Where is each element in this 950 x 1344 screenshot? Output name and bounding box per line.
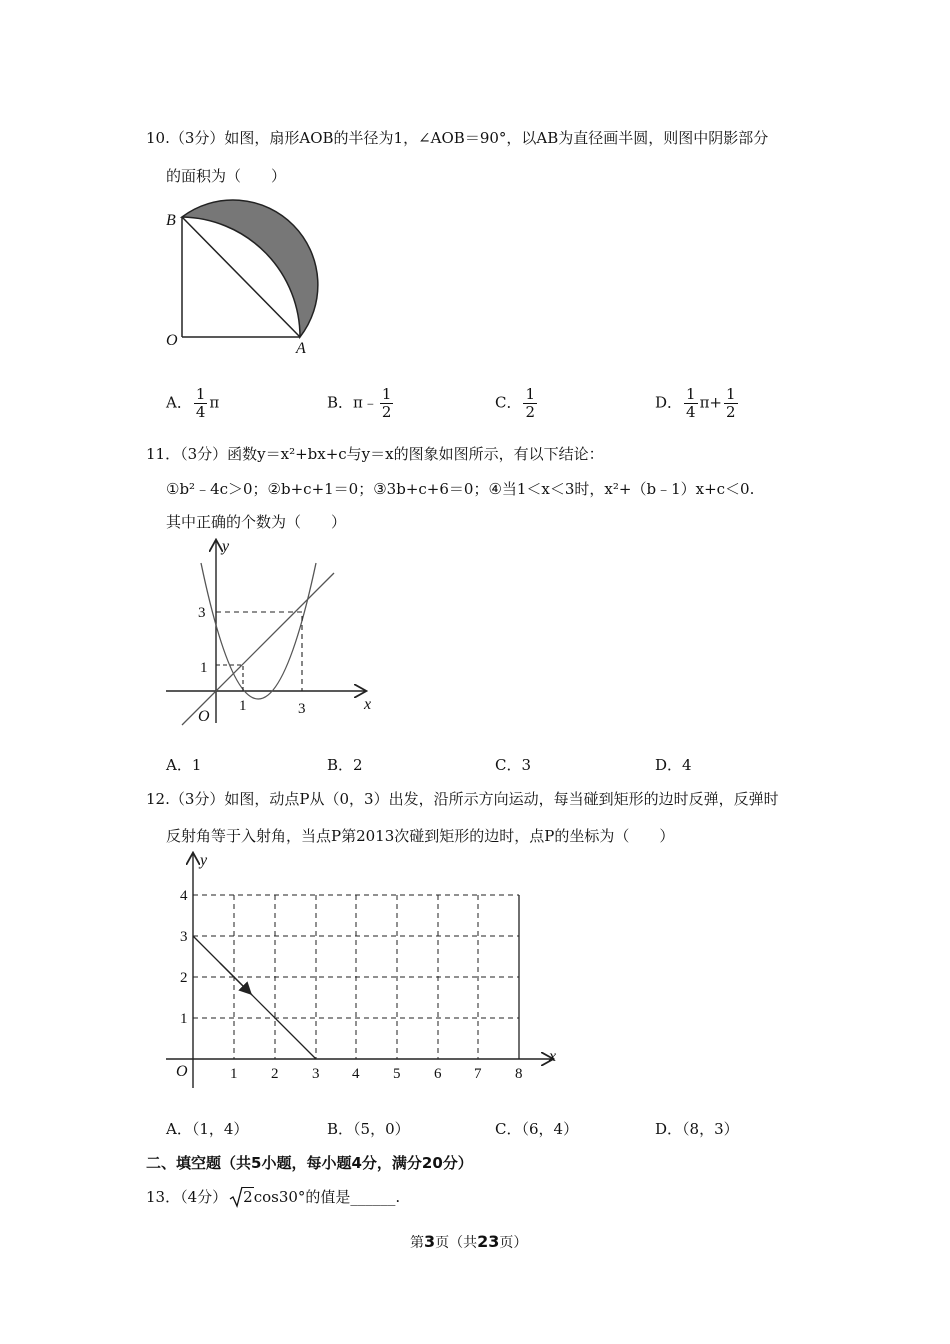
q12-tick-x6: 6 xyxy=(434,1066,442,1082)
sqrt-symbol xyxy=(229,1188,254,1206)
q12-tick-x1: 1 xyxy=(230,1066,238,1082)
q10-line2: 的面积为（ ） xyxy=(166,167,287,185)
footer-post: 页） xyxy=(499,1235,528,1251)
q12-tick-x4: 4 xyxy=(352,1066,360,1082)
q12-option-a[interactable]: A．（1，4） xyxy=(166,1120,249,1138)
q11-line-y-eq-x xyxy=(182,573,334,725)
q10-figure xyxy=(160,195,340,355)
q13-suffix: cos30°的值是______. xyxy=(253,1188,401,1206)
q12-figure xyxy=(160,850,570,1090)
q13-radicand: 2 xyxy=(243,1188,253,1206)
fraction: $\frac{1}{2}$ xyxy=(381,385,392,421)
q12-option-c[interactable]: C．（6，4） xyxy=(495,1120,579,1138)
q11-line3: 其中正确的个数为（ ） xyxy=(166,513,347,531)
footer-page-number: 3 xyxy=(424,1232,436,1251)
option-tail: π xyxy=(209,393,220,412)
fraction: $\frac{1}{4}$ xyxy=(686,385,696,421)
q10-option-c[interactable] xyxy=(495,386,539,421)
option-label: A． xyxy=(166,393,192,412)
q11-option-d[interactable]: D．4 xyxy=(655,756,692,774)
q12-tick-x2: 2 xyxy=(271,1066,279,1082)
q11-parabola xyxy=(201,563,316,699)
q11-label-y: y xyxy=(222,538,230,555)
q13-prefix: 13．（4分） xyxy=(146,1188,228,1206)
q10-label-o: O xyxy=(166,332,178,349)
q11-line2: ①b²﹣4c＞0；②b+c+1＝0；③3b+c+6＝0；④当1＜x＜3时，x²+（b﹣1）x+c＜0. xyxy=(166,480,755,498)
section-heading: 二、填空题（共5小题，每小题4分，满分20分） xyxy=(146,1154,473,1172)
q12-tick-y2: 2 xyxy=(180,970,188,986)
q10-shaded-region xyxy=(182,200,318,337)
footer-pre: 第 xyxy=(410,1235,424,1251)
q11-option-c[interactable]: C．3 xyxy=(495,756,532,774)
q11-label-x: x xyxy=(364,696,372,713)
q12-line1: 12.（3分）如图，动点P从（0，3）出发，沿所示方向运动，每当碰到矩形的边时反弹，反弹时 xyxy=(146,790,779,808)
q12-tick-x5: 5 xyxy=(393,1066,401,1082)
q10-option-b[interactable] xyxy=(327,386,395,421)
option-mid: π+ xyxy=(699,393,723,412)
q11-line1: 11．（3分）函数y＝x²+bx+c与y＝x的图象如图所示，有以下结论： xyxy=(146,445,604,463)
q12-tick-y4: 4 xyxy=(180,888,188,904)
q12-tick-x7: 7 xyxy=(474,1066,482,1082)
option-label: B． xyxy=(327,393,354,412)
q10-label-b: B xyxy=(166,212,176,229)
q11-tick-y3: 3 xyxy=(198,605,206,621)
q10-label-a: A xyxy=(296,340,306,355)
footer-total-pages: 23 xyxy=(477,1232,500,1251)
q11-option-a[interactable]: A．1 xyxy=(166,756,202,774)
q10-option-a[interactable] xyxy=(166,386,219,421)
q12-tick-x8: 8 xyxy=(515,1066,523,1082)
q12-tick-y1: 1 xyxy=(180,1011,188,1027)
q12-option-b[interactable]: B．（5，0） xyxy=(327,1120,410,1138)
fraction: $\frac{1}{2}$ xyxy=(726,385,736,421)
footer-mid: 页（共 xyxy=(435,1235,478,1251)
q12-line2: 反射角等于入射角，当点P第2013次碰到矩形的边时，点P的坐标为（ ） xyxy=(166,827,675,845)
fraction: $\frac{1}{2}$ xyxy=(525,385,536,421)
q11-tick-x3: 3 xyxy=(298,701,306,717)
q12-path-segment xyxy=(193,936,316,1059)
q12-label-y: y xyxy=(200,852,208,869)
option-head: π﹣ xyxy=(353,393,378,412)
q11-option-b[interactable]: B．2 xyxy=(327,756,363,774)
q11-dash-3 xyxy=(216,612,302,691)
q10-option-d[interactable] xyxy=(655,386,740,421)
q11-label-o: O xyxy=(198,708,210,725)
page-footer xyxy=(410,1232,527,1252)
q12-tick-x3: 3 xyxy=(312,1066,320,1082)
q11-figure xyxy=(160,535,390,730)
fraction: $\frac{1}{4}$ xyxy=(195,385,206,421)
q12-label-o: O xyxy=(176,1063,188,1080)
q12-label-x: x xyxy=(549,1048,557,1065)
option-label: C． xyxy=(495,393,522,412)
q12-option-d[interactable]: D．（8，3） xyxy=(655,1120,739,1138)
q11-tick-y1: 1 xyxy=(200,660,208,676)
q12-grid xyxy=(193,895,519,1059)
q11-tick-x1: 1 xyxy=(239,698,247,714)
q13-line xyxy=(146,1186,400,1207)
q10-line1: 10.（3分）如图，扇形AOB的半径为1，∠AOB＝90°，以AB为直径画半圆，则图中阴影部分 xyxy=(146,129,769,147)
option-label: D． xyxy=(655,393,683,412)
q12-direction-arrow xyxy=(220,963,252,995)
q12-tick-y3: 3 xyxy=(180,929,188,945)
